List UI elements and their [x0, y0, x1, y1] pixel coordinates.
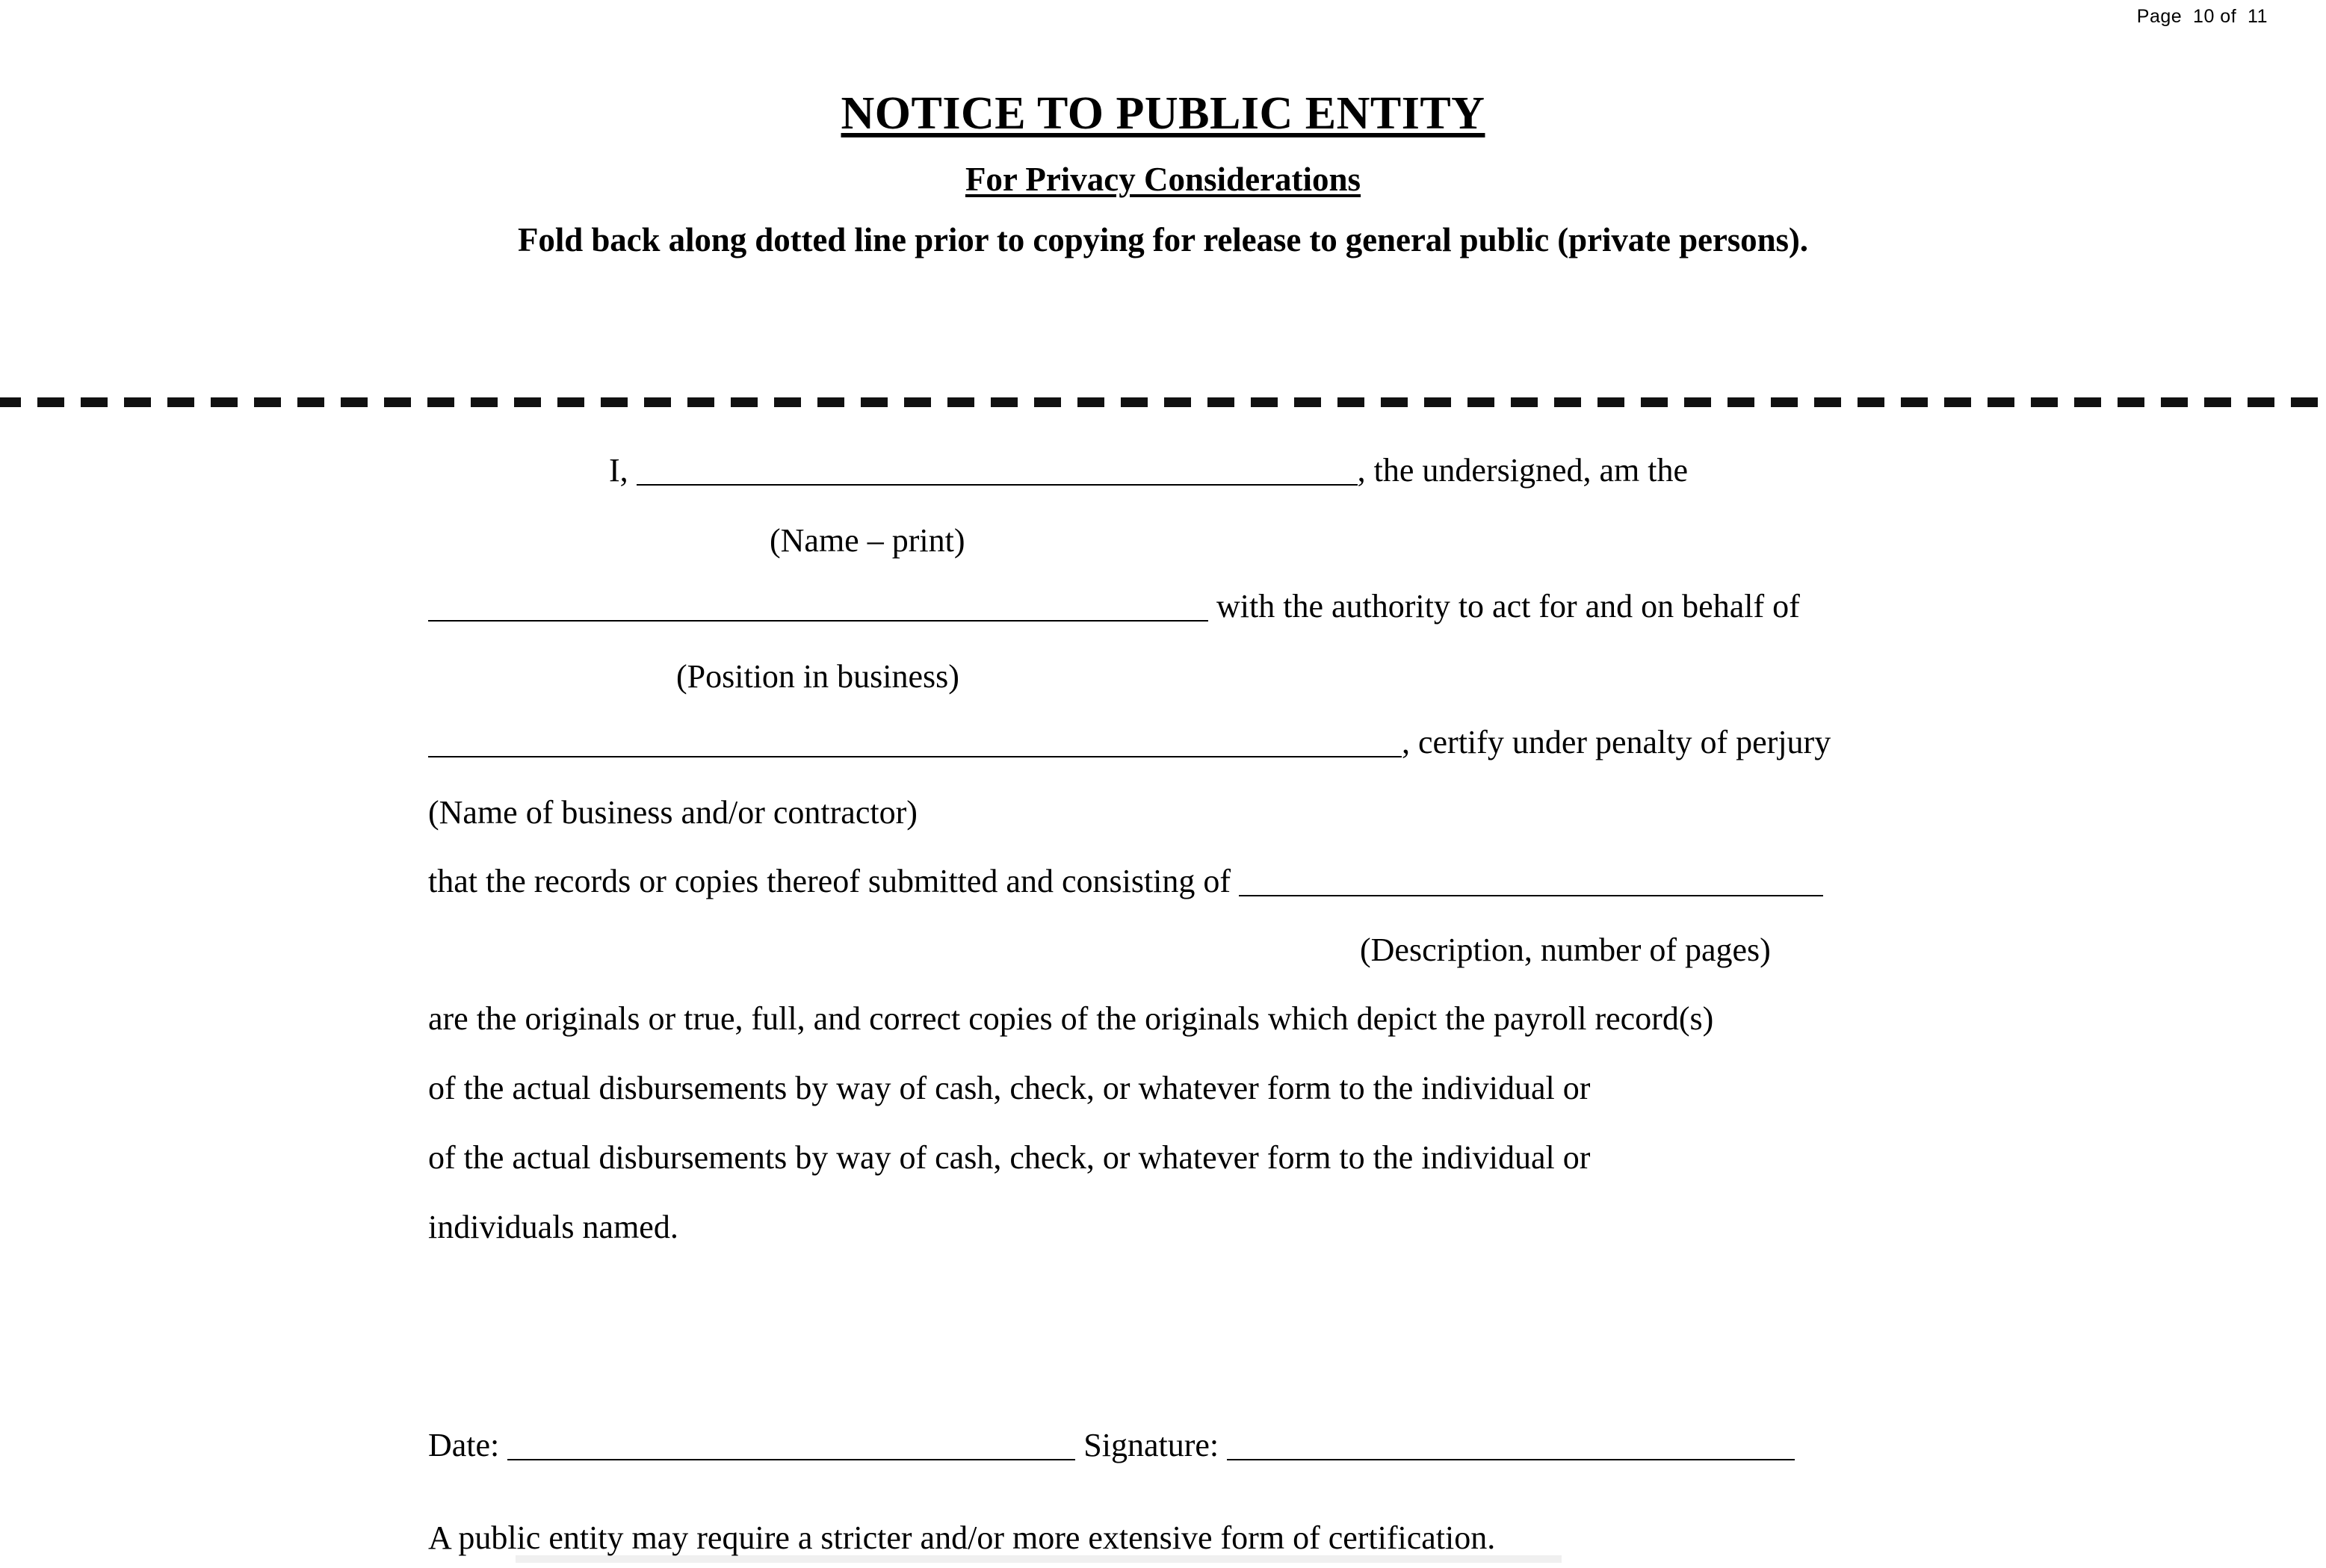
caption-description: (Description, number of pages) — [1360, 932, 1771, 968]
line-disbursements-1: of the actual disbursements by way of cash, check, or whatever form to the individual or — [428, 1070, 1591, 1106]
business-name-blank[interactable] — [428, 756, 1402, 757]
line-originals: are the originals or true, full, and correct copies of the originals which depict the payroll record(s) — [428, 1000, 1714, 1037]
caption-position: (Position in business) — [676, 658, 959, 695]
page-subtitle: For Privacy Considerations — [965, 161, 1361, 199]
fold-instruction-text: Fold back along dotted line prior to copying for release to general public (private persons). — [518, 221, 1808, 259]
page-title: NOTICE TO PUBLIC ENTITY — [841, 88, 1485, 139]
dotted-fold-line — [0, 397, 2326, 407]
page-number: Page 10 of 11 — [2136, 6, 2268, 27]
line-records — [0, 865, 2326, 898]
line-position-suffix: with the authority to act for and on behalf of — [1208, 588, 1800, 625]
footer-note: A public entity may require a stricter and/or more extensive form of certification. — [428, 1519, 1496, 1556]
line-undersigned — [0, 454, 2326, 487]
certification-body — [0, 454, 2326, 1555]
caption-name-print: (Name – print) — [770, 522, 965, 559]
title-block — [0, 88, 2326, 259]
line-undersigned-suffix: , the undersigned, am the — [1357, 452, 1688, 489]
signature-blank[interactable] — [1227, 1459, 1795, 1460]
line-records-text: that the records or copies thereof submitted and consisting of — [428, 863, 1240, 899]
date-label: Date: — [428, 1427, 508, 1463]
name-print-blank[interactable] — [637, 484, 1358, 486]
signature-row — [0, 1429, 2326, 1462]
line-disbursements-2: of the actual disbursements by way of cash, check, or whatever form to the individual or — [428, 1139, 1591, 1176]
scan-artifact — [516, 1555, 1562, 1563]
line-individuals-named: individuals named. — [428, 1209, 678, 1245]
line-business-suffix: , certify under penalty of perjury — [1402, 724, 1831, 760]
signature-label-spacer — [1075, 1427, 1083, 1463]
line-position — [0, 590, 2326, 623]
line-undersigned-prefix: I, — [609, 452, 637, 489]
line-business — [0, 726, 2326, 759]
description-blank[interactable] — [1239, 895, 1823, 896]
date-blank[interactable] — [507, 1459, 1075, 1460]
position-blank[interactable] — [428, 620, 1208, 622]
caption-business: (Name of business and/or contractor) — [428, 794, 918, 831]
signature-label: Signature: — [1083, 1427, 1228, 1463]
